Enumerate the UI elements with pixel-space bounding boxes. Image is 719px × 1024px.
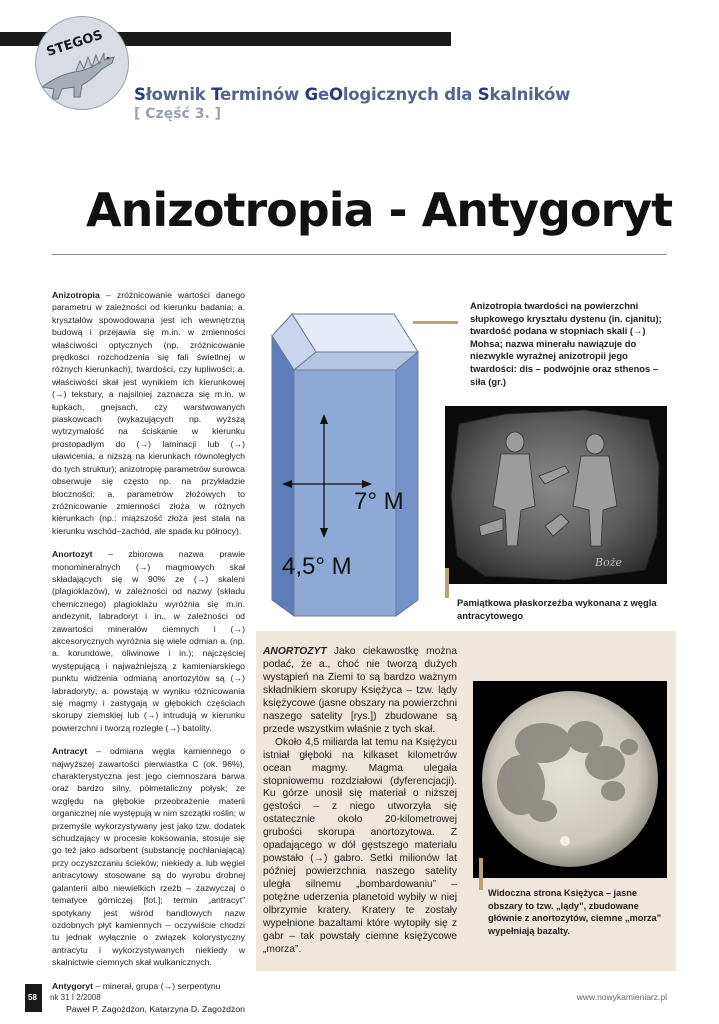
entry-anizotropia xyxy=(52,289,245,537)
hardness-label-7: 7° M xyxy=(354,488,404,515)
title-divider xyxy=(52,254,667,255)
series-title-segment: S xyxy=(477,85,490,104)
mare-fecunditatis xyxy=(601,781,625,801)
entry-term: Antygoryt xyxy=(52,980,94,991)
mare-nubium xyxy=(529,800,557,822)
moon-caption: Widoczna strona Księżyca – jasne obszary to tzw. „lądy”, zbudowane głównie z anortozytów, ciemne „morza” wypełniają bazalty. xyxy=(488,888,662,936)
series-title-segment: erminów xyxy=(219,85,305,104)
mare-crisium xyxy=(620,739,638,755)
crystal-caption: Anizotropia twardości na powierzchni słupkowego kryształu dystenu (in. cjanitu); twardość podana w stopniach skali (→) Mohsa; nazwa minerału nawiązuje do niezwykle wyrażnej anizotropii jego twardości: dis – podwójnie oraz sthenos – siła (gr.) xyxy=(470,300,662,387)
relief-accent-bar xyxy=(445,568,449,598)
hardness-label-4-5: 4,5° M xyxy=(282,553,352,580)
anthracite-relief-photo xyxy=(445,406,667,584)
entry-term: Anizotropia xyxy=(52,290,100,300)
entry-text: – zbiorowa nazwa prawie monomineralnych (→) magmowych skał składających się w 90% ze (→) skaleni (plagioklazów), w zależności od nazwy (składu chemicznego) plagioklazu wyróżnia się m.in. andezynit, labradoryt i in., w zależności od zawartości minerałów ciemnych i (→) akcesorycznych wyróżnia się wiele odmian a. (np. a. korundowe, oliwinowe i in.); najczęściej występującą i najważniejszą z kamieniarskiego punktu widzenia odmianą anortozytów są (→) labradoryty; a. powstają w wyniku różnicowania się magmy i zastygają w głębokich częściach skorupy ziemskiej lub (→) intrudują w kierunku powierzchni i tworzą rozległe (→) batolity. xyxy=(52,549,245,733)
entry-antracyt xyxy=(52,745,245,968)
series-title-segment: G xyxy=(304,85,318,104)
relief-figure-head xyxy=(506,432,524,452)
entry-text: – minerał, grupa (→) serpentynu xyxy=(93,980,221,991)
series-title-segment: e xyxy=(317,85,329,104)
series-title xyxy=(134,85,570,104)
tycho-crater xyxy=(560,836,570,846)
website-url[interactable]: www.nowykamieniarz.pl xyxy=(576,992,667,1002)
kyanite-crystal-diagram xyxy=(270,310,420,618)
relief-figure-head xyxy=(586,434,604,454)
box-lead: ANORTOZYT xyxy=(263,646,327,657)
series-title-segment: łownik xyxy=(145,85,212,104)
box-paragraph-text: Jako ciekawostkę można podać, że a., choć nie tworzą dużych wystąpień na Ziemi to są bardzo ważnym składnikiem skorupy Księżyca – tzw. lądy księżycowe (jasne obszary na powierzchni naszego satelity [rys.]) zbudowane są przede wszystkim właśnie z tych skał. xyxy=(263,646,458,735)
moon-photo xyxy=(473,681,667,878)
box-paragraph: Około 4,5 miliarda lat temu na Księżycu istniał głęboki na kilkaset kilometrów ocean magmy. Magma ulegała stopniowemu rozdziałowi (dyferencjacji). Ku górze unosił się materiał o niższej gęstości – z niego utworzyła się ostatecznie około 20-kilometrowej grubości skorupa anortozytowa. Z opadającego w dół gęstszego materiału powstało (→) gabro. Setki milionów lat później powierzchnia naszego satelity uległa silnemu „bombardowaniu” – potężne uderzenia planetoid wybiły w niej olbrzymie kratery. Kratery te zostały wypełnione bazaltami które wytopiły się z gabr – tak powstały ciemne księżycowe „morza”. xyxy=(263,736,457,955)
mare-tranquillitatis xyxy=(585,746,625,780)
entry-term: Anortozyt xyxy=(52,549,93,560)
entry-antygoryt xyxy=(52,980,245,992)
page-number: 58 xyxy=(28,993,37,1002)
entry-text: – odmiana węgla kamiennego o najwyższej zawartości pierwiastka C (ok. 96%), charakterystyczna jest jego ciemnoszara barwa oraz bardzo silny, półmetaliczny połysk; ze względu na głębokie przeobrażenie materii organicznej nie występują w nim szczątki roślin; w przemyśle wykorzystywany jest jako tzw. dodatek schudzający w procesie koksowania, stosuje się go też jako adsorbent (substancję pochłaniającą) przy oczyszczaniu ścieków; niekiedy a. lub węgiel antracytowy stosowane są do wyrobu drobnej galanterii albo niewielkich rzeźb – zazwyczaj o tematyce górniczej [fot.]; termin „antracyt” spotykany jest wśród handlowych nazw ozdobnych płyt kamiennych – oczywiście chodzi tu jednak wyłącznie o związek kolorystyczny antracytu i wykorzystywanych niekiedy w skalnictwie ciemnych skał wulkanicznych. xyxy=(52,746,245,968)
caption-connector xyxy=(413,321,458,324)
entry-anortozyt xyxy=(52,548,245,734)
entry-text: – zróżnicowanie wartości danego parametru w zależności od kierunku badania; a. kryształów spowodowana jest ich wewnętrzną budową i przejawia się m.in. w zmienności właściwości optycznych (np. zróżnicowanie prędkości rozchodzenia się fali świetlnej w różnych kierunkach), twardości, czy łupliwości; a. właściwości skał jest wynikiem ich kierunkowej (→) tekstury, a najsilniej zaznacza się m.in. w łupkach, gnejsach, czy warstwowanych piaskowcach (wykazujących np. wyższą wytrzymałość na ściskanie w kierunku prostopadłym do (→) laminacji lub (→) uławicenia, a niższą na kierunkach równoległych do tych struktur); anizotropię parametrów surowca obserwuje się często np. na przykładzie bloczności; a. parametrów złożowych to zróżnicowanie zmienności złoża w różnych kierunkach (np.: miąższość złoża jest stała na kierunku wschód–zachód, ale spada ku północy). xyxy=(52,290,245,536)
box-paragraph xyxy=(263,646,457,737)
anortozyt-box-text xyxy=(263,646,457,957)
series-title-segment: kalników xyxy=(489,85,571,104)
relief-slab xyxy=(451,410,659,580)
moon-accent-bar xyxy=(479,858,483,890)
issue-info: nk 31 I 2/2008 xyxy=(50,993,101,1002)
crystal-right-face xyxy=(396,352,418,616)
glossary-column xyxy=(52,289,245,1024)
relief-caption: Pamiątkowa płaskorzeźba wykonana z węgla antracytowego xyxy=(457,597,657,621)
series-title-segment: O xyxy=(328,85,343,104)
dinosaur-icon xyxy=(36,17,129,110)
relief-inscription: Boże xyxy=(595,556,623,569)
series-title-segment: S xyxy=(134,85,146,104)
entry-term: Antracyt xyxy=(52,746,88,757)
series-title-segment: T xyxy=(211,85,220,104)
series-part: [ Część 3. ] xyxy=(134,106,222,122)
authors: Paweł P. Zagożdżon, Katarzyna D. Zagożdżon xyxy=(66,1003,245,1014)
series-title-segment: logicznych dla xyxy=(342,85,478,104)
stegos-logo xyxy=(35,16,129,110)
logo-text: STEGOS xyxy=(44,27,105,60)
page-title: Anizotropia - Antygoryt xyxy=(86,183,673,237)
